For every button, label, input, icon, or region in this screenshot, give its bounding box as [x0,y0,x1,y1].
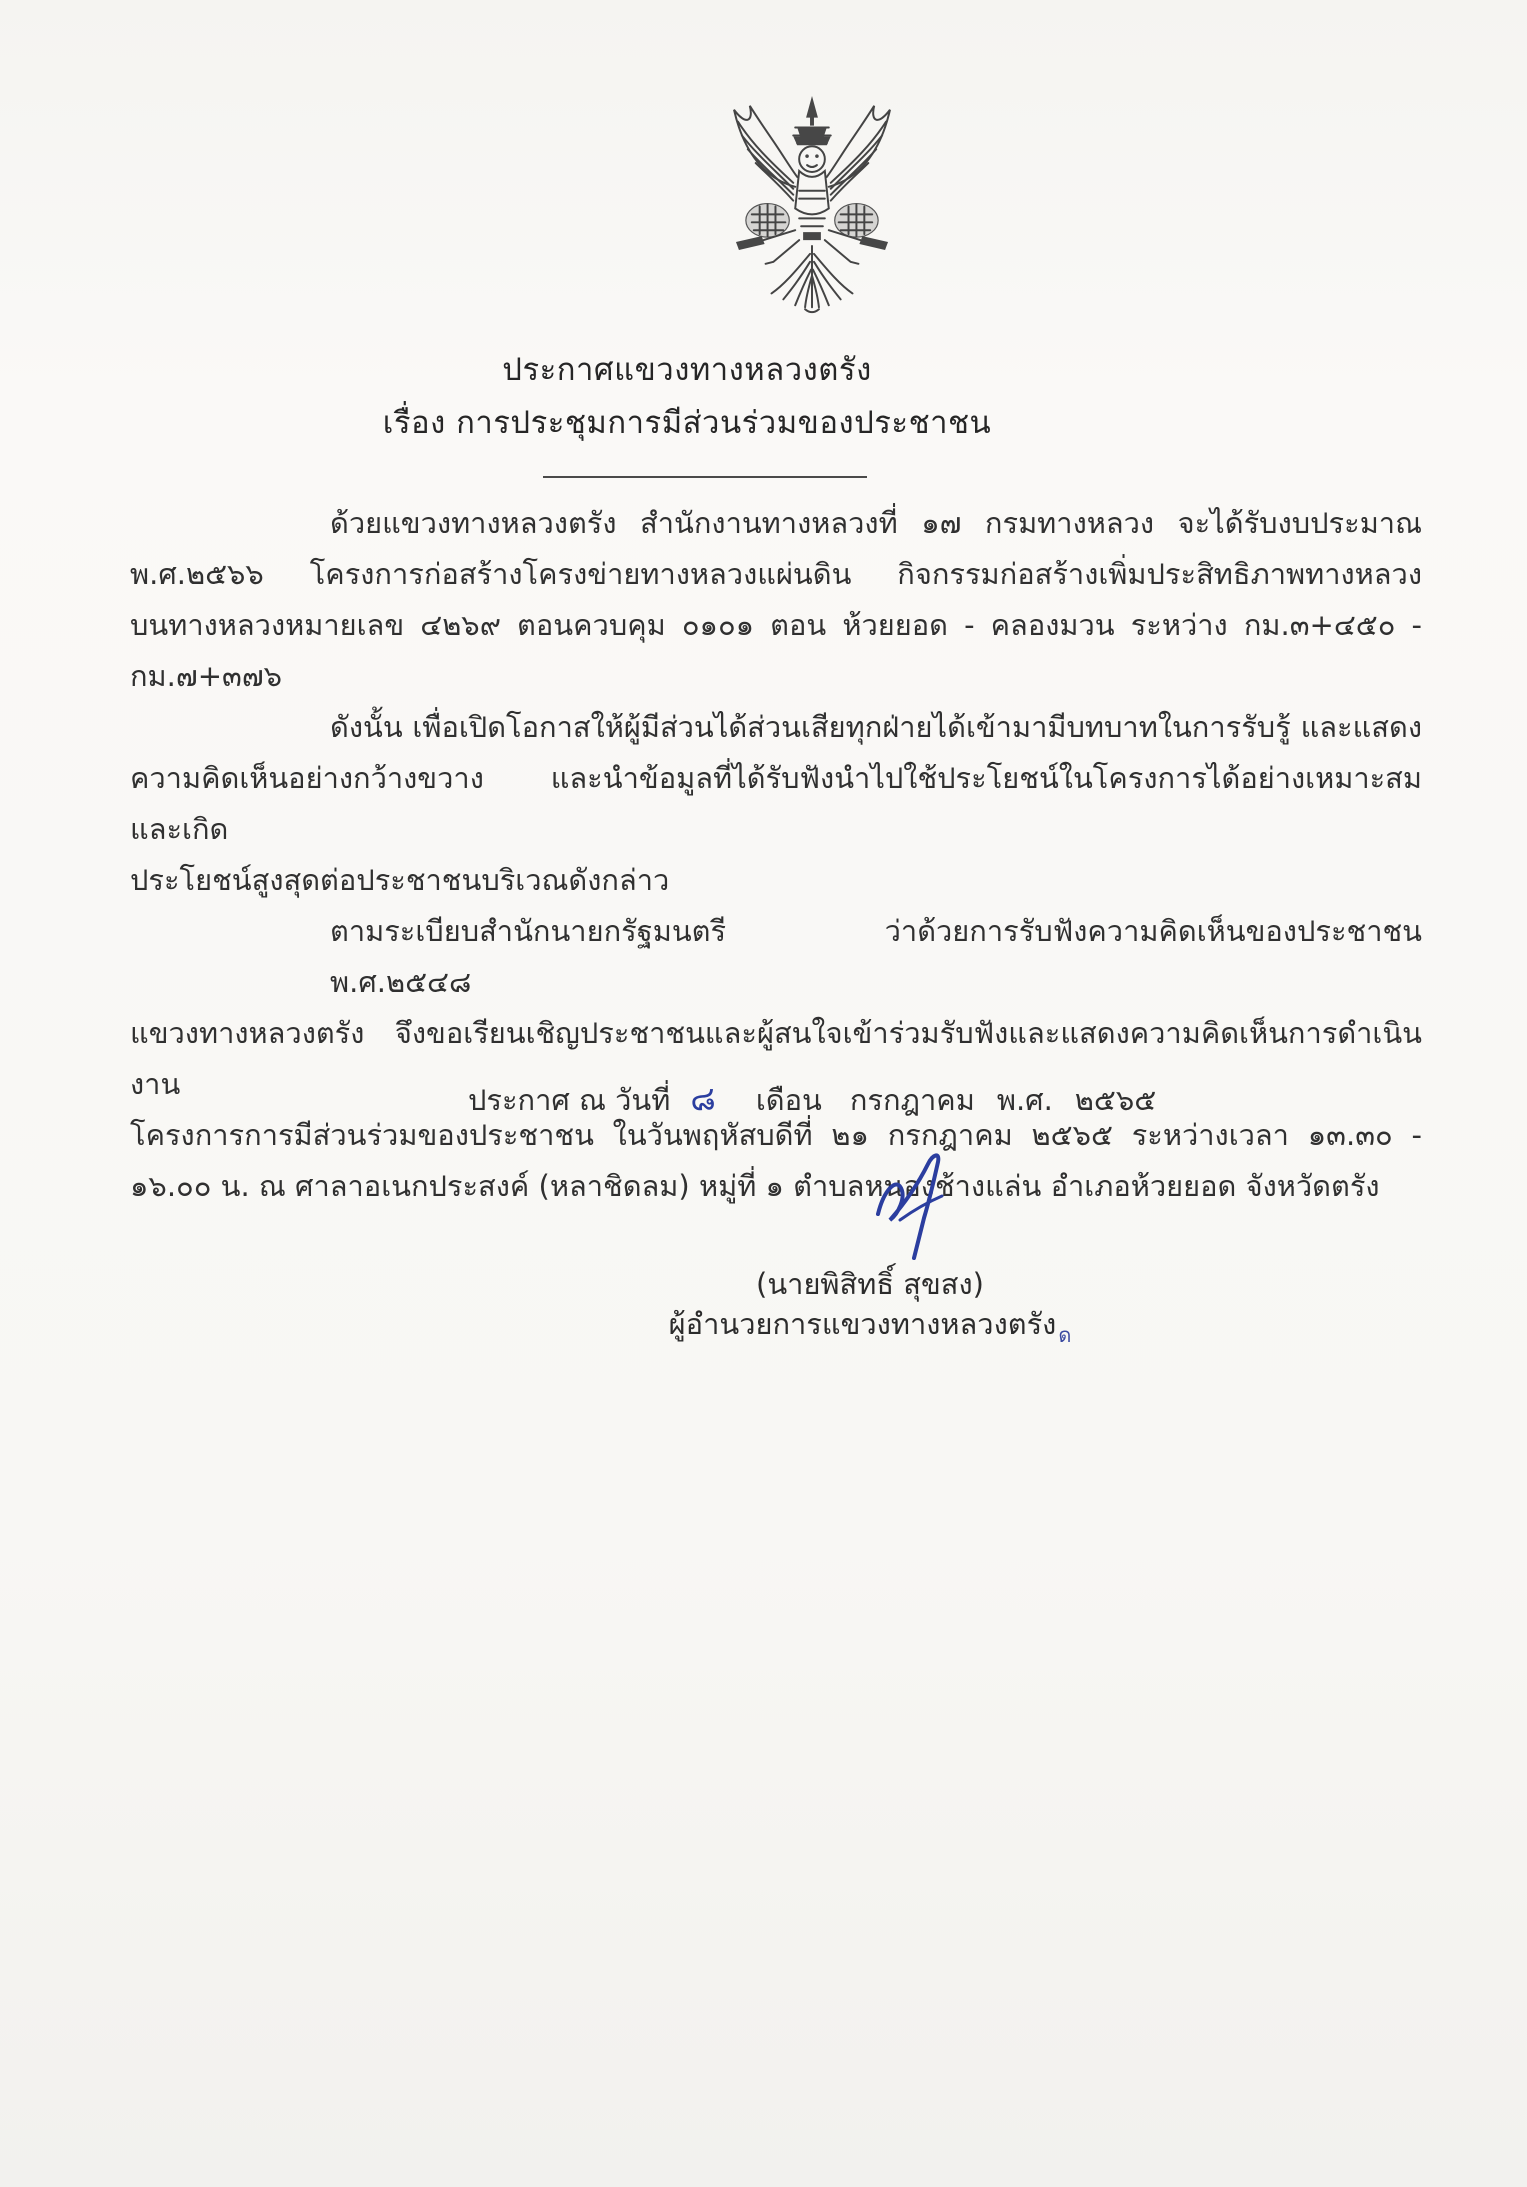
paragraph1-line: ด้วยแขวงทางหลวงตรัง สำนักงานทางหลวงที่ ๑๗ กรมทางหลวง จะได้รับงบประมาณ [330,506,1422,540]
date-year: ๒๕๖๕ [1074,1083,1157,1117]
date-prefix: ประกาศ ณ วันที่ [468,1083,671,1117]
paragraph3-line: ตามระเบียบสำนักนายกรัฐมนตรี ว่าด้วยการรับฟังความคิดเห็นของประชาชน พ.ศ.๒๕๔๘ [330,914,1422,999]
title-block [60,344,1314,450]
date-era: พ.ศ. [996,1083,1053,1117]
title-divider [543,476,867,478]
garuda-emblem-icon [708,92,916,324]
stray-ink-mark: ด [1058,1323,1072,1347]
date-month: กรกฎาคม [849,1083,975,1117]
paragraph3-line: แขวงทางหลวงตรัง จึงขอเรียนเชิญประชาชนและผู้สนใจเข้าร่วมรับฟังและแสดงความคิดเห็นการดำเนินงาน [130,1016,1422,1101]
paragraph1-line: พ.ศ.๒๕๖๖ โครงการก่อสร้างโครงข่ายทางหลวงแผ่นดิน กิจกรรมก่อสร้างเพิ่มประสิทธิภาพทางหลวง [130,557,1422,591]
announcement-date-line [468,1072,1156,1125]
paragraph2-line: ประโยชน์สูงสุดต่อประชาชนบริเวณดังกล่าว [130,863,670,897]
paragraph3-line: ๑๖.๐๐ น. ณ ศาลาอเนกประสงค์ (หลาชิดลม) หมู่ที่ ๑ ตำบลหนองช้างแล่น อำเภอห้วยยอด จังหวัดตรัง [130,1169,1380,1203]
date-month-label: เดือน [755,1083,822,1117]
paragraph1-line: กม.๗+๓๗๖ [130,659,283,693]
signer-title [660,1304,1080,1347]
paragraph3-line: โครงการการมีส่วนร่วมของประชาชน ในวันพฤหัสบดีที่ ๒๑ กรกฎาคม ๒๕๖๕ ระหว่างเวลา ๑๓.๓๐ - [130,1118,1422,1152]
paragraph1-line: บนทางหลวงหมายเลข ๔๒๖๙ ตอนควบคุม ๐๑๐๑ ตอน ห้วยยอด - คลองมวน ระหว่าง กม.๓+๔๕๐ - [130,608,1422,642]
announcement-subject: เรื่อง การประชุมการมีส่วนร่วมของประชาชน [382,405,992,441]
paragraph2-line: ดังนั้น เพื่อเปิดโอกาสให้ผู้มีส่วนได้ส่วนเสียทุกฝ่ายได้เข้ามามีบทบาทในการรับรู้ และแสดง [330,710,1422,744]
handwritten-day-number: ๘ [689,1078,718,1119]
signature-block [660,1150,1080,1347]
signer-name: (นายพิสิทธิ์ สุขสง) [756,1267,984,1301]
handwritten-signature-icon [870,1150,990,1262]
signer-title-text: ผู้อำนวยการแขวงทางหลวงตรัง [668,1307,1057,1341]
paragraph2-line: ความคิดเห็นอย่างกว้างขวาง และนำข้อมูลที่ได้รับฟังนำไปใช้ประโยชน์ในโครงการได้อย่างเหมาะสม และเกิด [130,761,1422,846]
announcement-title: ประกาศแขวงทางหลวงตรัง [502,352,872,388]
